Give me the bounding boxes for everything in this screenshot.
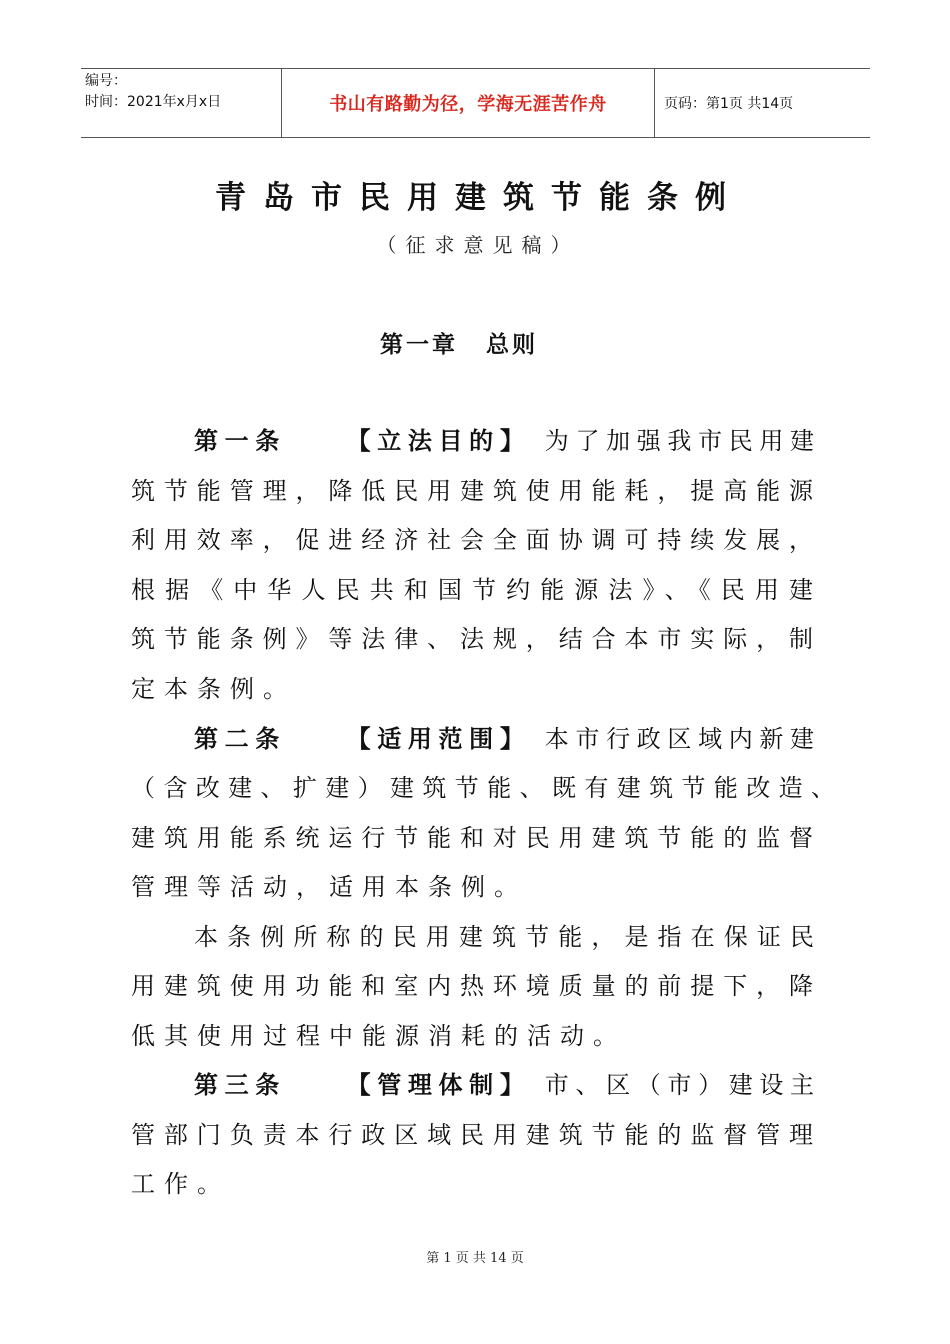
header-meta: [81, 69, 281, 137]
article-1-first-line: [194, 421, 814, 461]
article-3-text: 市、区（市）建设主: [544, 1071, 815, 1099]
document-number-label: 编号：: [85, 73, 127, 89]
document-time-label: 时间：2021年x月x日: [85, 94, 222, 110]
chapter-name: 总则: [486, 332, 538, 358]
article-1-line: 定本条例。: [131, 675, 296, 703]
header-page-number: 页码：第1页 共14页: [664, 96, 794, 112]
article-1-line: 根据《中华人民共和国节约能源法》、《民用建: [131, 576, 813, 604]
article-3-heading: 【管理体制】: [346, 1071, 531, 1099]
paragraph-line: 用建筑使用功能和室内热环境质量的前提下，降: [131, 972, 813, 1000]
article-3-label: 第三条: [194, 1071, 286, 1099]
article-1-line: 筑节能条例》等法律、法规，结合本市实际，制: [131, 625, 813, 653]
chapter-heading: [380, 326, 538, 359]
article-1-line: 筑节能管理，降低民用建筑使用能耗，提高能源: [131, 477, 813, 505]
document-title: 青岛市民用建筑节能条例: [215, 180, 743, 216]
article-1-heading: 【立法目的】: [346, 427, 531, 455]
header-page-cell: [655, 69, 870, 137]
chapter-number: 第一章: [380, 332, 458, 358]
header-motto: 书山有路勤为径，学海无涯苦作舟: [329, 94, 607, 115]
article-1-text: 为了加强我市民用建: [544, 427, 815, 455]
article-1-line: 利用效率，促进经济社会全面协调可持续发展，: [131, 526, 813, 554]
document-subtitle: （征求意见稿）: [376, 233, 580, 257]
article-2-heading: 【适用范围】: [346, 725, 531, 753]
article-1-label: 第一条: [194, 427, 286, 455]
article-2-line: 管理等活动，适用本条例。: [131, 873, 527, 901]
page-footer: 第 1 页 共 14 页: [426, 1251, 524, 1266]
page-header: [81, 68, 870, 138]
article-2-label: 第二条: [194, 725, 286, 753]
article-2-text: 本市行政区域内新建: [544, 725, 815, 753]
article-2-line: （含改建、扩建）建筑节能、既有建筑节能改造、: [131, 774, 835, 802]
article-2-first-line: [194, 719, 814, 759]
article-3-line: 工作。: [131, 1170, 230, 1198]
article-3-line: 管部门负责本行政区域民用建筑节能的监督管理: [131, 1121, 813, 1149]
paragraph-line: 低其使用过程中能源消耗的活动。: [131, 1022, 626, 1050]
paragraph-line: 本条例所称的民用建筑节能，是指在保证民: [194, 923, 814, 951]
header-motto-cell: [281, 69, 655, 137]
article-2-line: 建筑用能系统运行节能和对民用建筑节能的监督: [131, 824, 813, 852]
article-3-first-line: [194, 1065, 814, 1105]
